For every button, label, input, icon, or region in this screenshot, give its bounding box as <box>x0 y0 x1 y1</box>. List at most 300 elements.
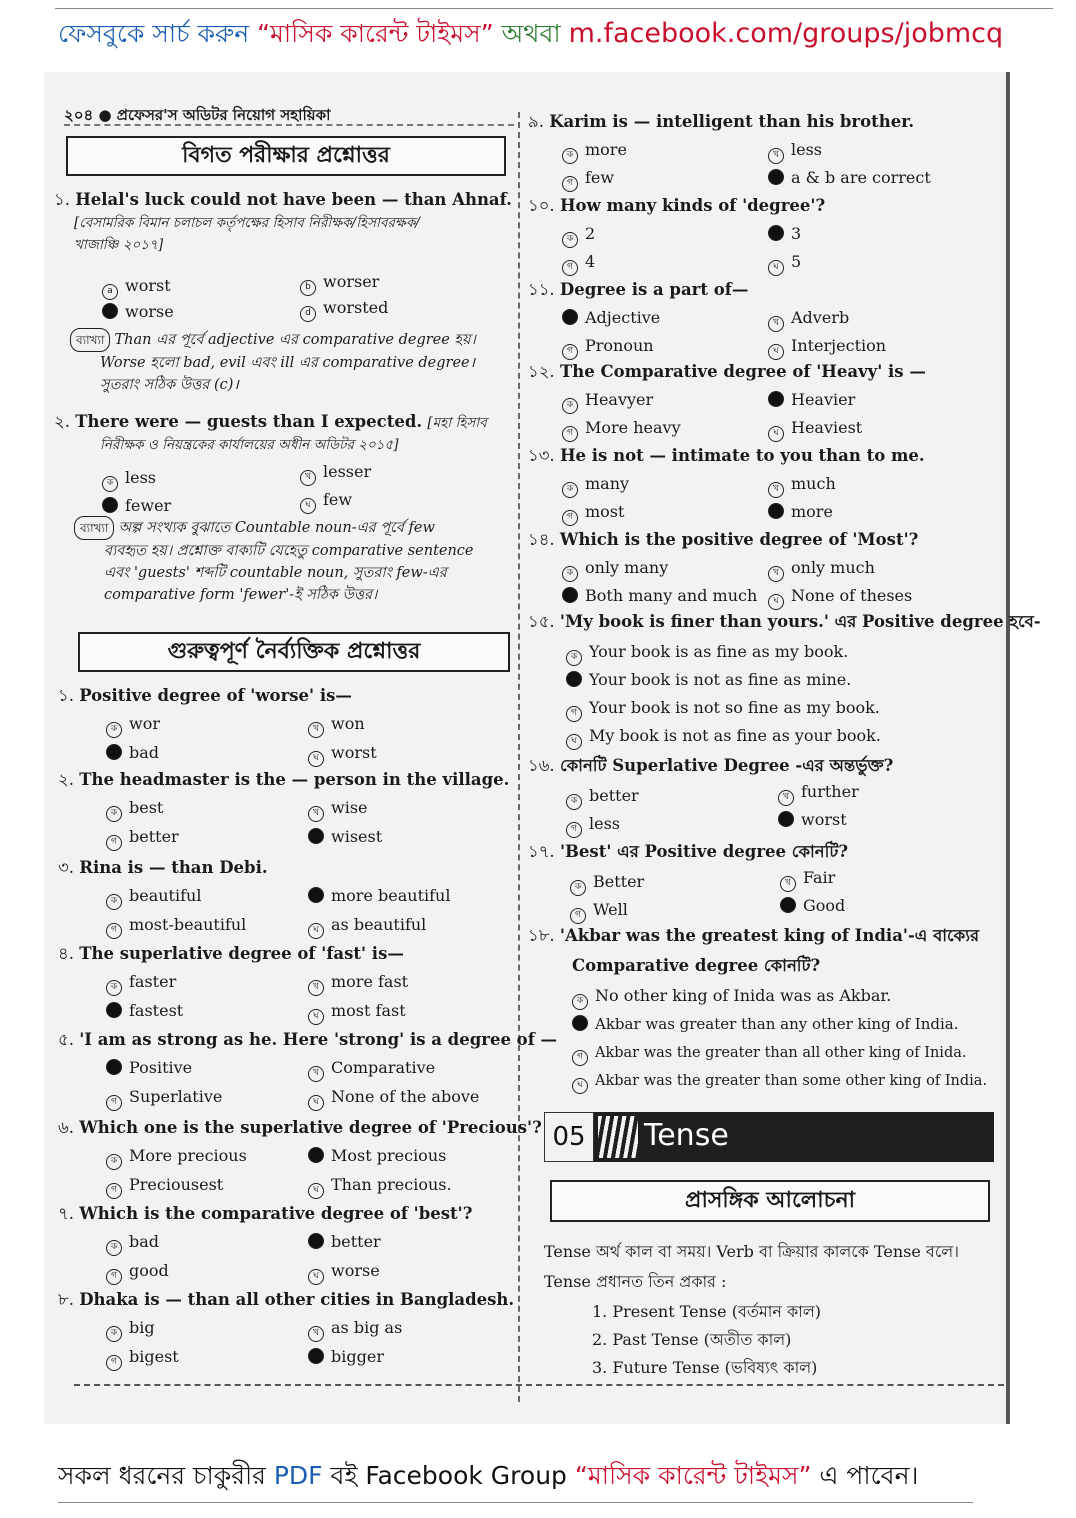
option-text: bigest <box>129 1347 179 1366</box>
option-text: worsted <box>323 298 389 317</box>
question-text: 'My book is finer than yours.' এর Positive degree হবে- <box>559 612 1041 631</box>
option-correct <box>768 390 855 409</box>
question-17 <box>528 842 848 862</box>
option <box>300 490 352 514</box>
option-text: Comparative <box>331 1058 436 1077</box>
option-marker: ঘ <box>308 1269 324 1285</box>
option-text: Your book is as fine as my book. <box>589 642 849 661</box>
option-text: More precious <box>129 1146 247 1165</box>
option-marker: ক <box>572 994 588 1010</box>
option <box>572 1070 987 1094</box>
option-text: more <box>585 140 627 159</box>
option <box>566 726 881 750</box>
option-text: good <box>129 1261 169 1280</box>
explanation-line: সুতরাং সঠিক উত্তর (c)। <box>100 377 239 393</box>
option-text: worse <box>125 302 174 321</box>
question-number: ১৮. <box>528 926 555 945</box>
option-marker: ঘ <box>308 751 324 767</box>
option-text: fewer <box>125 496 172 515</box>
group-name: “মাসিক কারেন্ট টাইমস” <box>574 1461 812 1490</box>
question-text: The superlative degree of 'fast' is— <box>79 944 404 963</box>
question-source: খাজাঞ্চি ২০১৭] <box>74 237 164 253</box>
chapter-title: Tense <box>644 1118 729 1153</box>
question <box>528 362 926 382</box>
option-text: wise <box>331 798 368 817</box>
option <box>106 1318 155 1342</box>
bottom-rule <box>74 1384 1004 1386</box>
option <box>106 886 201 910</box>
option-marker: b <box>300 280 316 296</box>
question-text: 'Akbar was the greatest king of India'-এ বাক্যের <box>559 926 980 945</box>
question-text: He is not — intimate to you than to me. <box>559 446 925 465</box>
option <box>566 642 848 666</box>
option-text: won <box>331 714 365 733</box>
option <box>300 298 388 322</box>
option-correct <box>308 1232 381 1251</box>
option-marker: খ <box>768 316 784 332</box>
option-text: Fair <box>803 868 836 887</box>
question-15 <box>528 612 1041 632</box>
question <box>58 944 404 964</box>
option-text: big <box>129 1318 155 1337</box>
option <box>308 714 365 738</box>
option-text: less <box>589 814 621 833</box>
question-number: ১৪. <box>528 530 555 549</box>
answer-filled-icon <box>308 1147 324 1163</box>
question <box>528 446 925 466</box>
option-text: None of the above <box>331 1087 480 1106</box>
option <box>308 915 426 939</box>
question-text: Which is the comparative degree of 'best'? <box>79 1204 473 1223</box>
top-banner <box>0 0 1076 62</box>
question <box>58 858 268 878</box>
option-text: Interjection <box>791 336 887 355</box>
answer-filled-icon <box>308 1348 324 1364</box>
option-text: bad <box>129 743 160 762</box>
question-18-cont <box>572 956 820 976</box>
answer-filled-icon <box>562 309 578 325</box>
option-marker: ঘ <box>308 1009 324 1025</box>
option-marker: ক <box>562 232 578 248</box>
option-text: lesser <box>323 462 372 481</box>
option-text: Both many and much <box>585 586 758 605</box>
column-divider <box>518 112 520 1402</box>
option-marker: ক <box>562 148 578 164</box>
option-marker: গ <box>562 426 578 442</box>
question <box>528 112 914 132</box>
option <box>570 872 644 896</box>
question-text: Dhaka is — than all other cities in Bangladesh. <box>79 1290 515 1309</box>
option <box>106 1087 222 1111</box>
option-marker: গ <box>106 923 122 939</box>
question-text: Which one is the superlative degree of 'Precious'? <box>79 1118 542 1137</box>
answer-filled-icon <box>106 744 122 760</box>
option <box>106 827 179 851</box>
tense-list-item: 3. Future Tense (ভবিষ্যৎ কাল) <box>592 1358 818 1377</box>
question <box>528 530 918 550</box>
option-text: Akbar was the greater than some other king of India. <box>595 1073 988 1089</box>
answer-filled-icon <box>308 828 324 844</box>
option-text: as big as <box>331 1318 403 1337</box>
option <box>562 336 654 360</box>
option-marker: খ <box>778 790 794 806</box>
option-correct <box>768 224 801 243</box>
question-text: 'Best' এর Positive degree কোনটি? <box>559 842 849 861</box>
question-text: Positive degree of 'worse' is— <box>79 686 352 705</box>
bottom-banner-text <box>58 1456 918 1499</box>
answer-filled-icon <box>778 811 794 827</box>
option-text: less <box>125 468 157 487</box>
bottom-banner-rule <box>58 1502 973 1503</box>
option <box>562 140 627 164</box>
option-marker: গ <box>570 908 586 924</box>
or-text: অথবা <box>501 19 561 48</box>
option <box>300 462 371 486</box>
option <box>562 168 614 192</box>
option-correct <box>768 502 833 521</box>
option-marker: গ <box>562 510 578 526</box>
option-marker: a <box>102 284 118 300</box>
option <box>768 474 836 498</box>
option <box>562 390 653 414</box>
option-text: few <box>323 490 353 509</box>
option <box>768 252 801 276</box>
option-correct <box>102 496 171 515</box>
option-marker: খ <box>300 470 316 486</box>
question-number: ১৩. <box>528 446 555 465</box>
option-text: few <box>585 168 615 187</box>
discussion-line: Tense অর্থ কাল বা সময়। Verb বা ক্রিয়ার কালকে Tense বলে। <box>544 1242 959 1261</box>
option-marker: ঘ <box>768 594 784 610</box>
option-marker: ঘ <box>308 923 324 939</box>
option-marker: খ <box>768 482 784 498</box>
option-text: worser <box>323 272 380 291</box>
answer-filled-icon <box>566 671 582 687</box>
option-marker: ক <box>562 566 578 582</box>
option-correct <box>102 302 174 321</box>
question-text: There were — guests than I expected. <box>75 412 423 431</box>
option <box>562 502 624 526</box>
option-marker: খ <box>308 722 324 738</box>
option <box>308 743 377 767</box>
question-text: The Comparative degree of 'Heavy' is — <box>559 362 926 381</box>
footer-text: বই Facebook Group <box>330 1461 567 1490</box>
header-rule <box>64 124 514 126</box>
option <box>300 272 379 296</box>
question-text: Rina is — than Debi. <box>79 858 268 877</box>
question <box>528 280 748 300</box>
question-2-prev <box>54 412 487 433</box>
footer-text: এ পাবেন। <box>819 1461 919 1490</box>
option <box>308 1261 380 1285</box>
option-marker: খ <box>780 876 796 892</box>
option-marker: ক <box>562 482 578 498</box>
option-marker: ক <box>106 722 122 738</box>
option-text: No other king of Inida was as Akbar. <box>595 986 892 1005</box>
option-correct <box>308 1347 384 1366</box>
answer-filled-icon <box>308 1233 324 1249</box>
option-marker: গ <box>562 176 578 192</box>
answer-filled-icon <box>102 303 118 319</box>
option-marker: গ <box>106 1095 122 1111</box>
option-text: Good <box>803 896 846 915</box>
option <box>308 1318 402 1342</box>
question <box>58 686 352 706</box>
question-number: ২. <box>54 412 70 431</box>
option-correct <box>566 670 851 689</box>
option <box>768 140 822 164</box>
explanation-tag: ব্যাখ্যা <box>70 328 110 352</box>
option <box>562 252 595 276</box>
option <box>106 1261 169 1285</box>
option <box>106 1347 179 1371</box>
option-marker: ক <box>106 894 122 910</box>
option-text: much <box>791 474 836 493</box>
option-text: Akbar was the greater than all other king of Inida. <box>595 1045 967 1061</box>
option <box>572 986 891 1010</box>
question <box>528 196 825 216</box>
option-text: 5 <box>791 252 802 271</box>
question-text: Karim is — intelligent than his brother. <box>549 112 915 131</box>
option-marker: ক <box>106 1240 122 1256</box>
question-number: ১৭. <box>528 842 555 861</box>
question-number: ১৫. <box>528 612 555 631</box>
option <box>106 972 176 996</box>
question-number: ৮. <box>58 1290 74 1309</box>
option-text: Heavier <box>791 390 856 409</box>
option-text: Heavyer <box>585 390 654 409</box>
option-text: Positive <box>129 1058 193 1077</box>
option-marker: ক <box>566 794 582 810</box>
option-text: only many <box>585 558 669 577</box>
chapter-header <box>544 1112 994 1162</box>
option-text: Your book is not so fine as my book. <box>589 698 880 717</box>
option-text: bigger <box>331 1347 384 1366</box>
explanation-1 <box>70 328 516 396</box>
option-text: further <box>801 782 859 801</box>
question-number: ১. <box>58 686 74 705</box>
option-text: worst <box>801 810 847 829</box>
option-text: Heaviest <box>791 418 863 437</box>
question-number: ১৬. <box>528 756 555 775</box>
answer-filled-icon <box>780 897 796 913</box>
option-marker: খ <box>308 1066 324 1082</box>
facebook-link[interactable]: m.facebook.com/groups/jobmcq <box>568 18 1004 49</box>
option-marker: খ <box>308 806 324 822</box>
option-text: worst <box>331 743 377 762</box>
answer-filled-icon <box>572 1015 588 1031</box>
option-text: More heavy <box>585 418 681 437</box>
option <box>106 714 160 738</box>
option-text: Than precious. <box>331 1175 452 1194</box>
top-banner-text <box>58 14 1003 57</box>
question-16 <box>528 756 893 776</box>
option <box>572 1042 966 1066</box>
question <box>58 1030 557 1050</box>
option-marker: গ <box>562 344 578 360</box>
option-marker: গ <box>566 706 582 722</box>
option-correct <box>308 886 450 905</box>
group-name: “মাসিক কারেন্ট টাইমস” <box>257 19 494 48</box>
option-text: better <box>331 1232 381 1251</box>
option-text: fastest <box>129 1001 184 1020</box>
answer-filled-icon <box>102 497 118 513</box>
chapter-number: 05 <box>544 1112 594 1162</box>
top-rule <box>55 8 1053 9</box>
option-text: 4 <box>585 252 596 271</box>
option-text: better <box>589 786 639 805</box>
question-text: How many kinds of 'degree'? <box>559 196 826 215</box>
option-marker: ক <box>562 398 578 414</box>
option <box>768 336 886 360</box>
option <box>308 972 408 996</box>
option-text: Adverb <box>791 308 850 327</box>
option-marker: ঘ <box>768 344 784 360</box>
stripes-decoration-icon <box>598 1116 638 1158</box>
question-number: ১০. <box>528 196 555 215</box>
option <box>106 915 246 939</box>
option-marker: গ <box>562 260 578 276</box>
explanation-line: Worse হলো bad, evil এবং ill এর comparative degree। <box>100 355 476 371</box>
option-text: wisest <box>331 827 383 846</box>
explanation-line: Than এর পূর্বে adjective এর comparative degree হয়। <box>114 332 476 348</box>
option-marker: ক <box>570 880 586 896</box>
option-text: My book is not as fine as your book. <box>589 726 881 745</box>
option-text: 3 <box>791 224 802 243</box>
question-number: ৯. <box>528 112 544 131</box>
option-text: bad <box>129 1232 160 1251</box>
option <box>308 1001 406 1025</box>
question-source: নিরীক্ষক ও নিয়ন্ত্রকের কার্যালয়ের অধীন অডিটর ২০১৫] <box>100 437 399 453</box>
option-marker: ক <box>106 980 122 996</box>
option-marker: ঘ <box>768 260 784 276</box>
option <box>566 698 880 722</box>
option-marker: খ <box>308 1326 324 1342</box>
footer-text: সকল ধরনের চাকুরীর <box>58 1461 266 1490</box>
explanation-tag: ব্যাখ্যা <box>74 516 114 540</box>
option <box>106 1232 159 1256</box>
option-marker: গ <box>106 835 122 851</box>
question-text: Which is the positive degree of 'Most'? <box>559 530 919 549</box>
question-number: ৬. <box>58 1118 74 1137</box>
option-correct <box>780 896 845 915</box>
answer-filled-icon <box>768 503 784 519</box>
section-title-important: গুরুত্বপূর্ণ নৈর্ব্যক্তিক প্রশ্নোত্তর <box>78 632 510 672</box>
option-text: only much <box>791 558 875 577</box>
question-text: Helal's luck could not have been — than Ahnaf. <box>75 190 512 209</box>
answer-filled-icon <box>768 225 784 241</box>
question-number: ৩. <box>58 858 74 877</box>
answer-filled-icon <box>768 169 784 185</box>
section-title-previous-exams: বিগত পরীক্ষার প্রশ্নোত্তর <box>66 136 506 176</box>
option <box>562 224 595 248</box>
question-number: ৪. <box>58 944 74 963</box>
option-text: Adjective <box>585 308 661 327</box>
option-correct <box>562 586 757 605</box>
answer-filled-icon <box>106 1059 122 1075</box>
option-marker: গ <box>572 1050 588 1066</box>
explanation-line: অল্প সংখ্যক বুঝাতে Countable noun-এর পূর্বে few <box>118 520 435 536</box>
question-text: কোনটি Superlative Degree -এর অন্তর্ভুক্ত? <box>559 756 894 775</box>
question-18 <box>528 926 979 946</box>
option <box>768 586 912 610</box>
discussion-line: Tense প্রধানত তিন প্রকার : <box>544 1272 727 1291</box>
option-marker: ক <box>106 1154 122 1170</box>
question-text: Degree is a part of— <box>559 280 749 299</box>
option-marker: ক <box>102 476 118 492</box>
option-marker: ঘ <box>308 1183 324 1199</box>
option-correct <box>308 827 382 846</box>
question-source: [বেসামরিক বিমান চলাচল কর্তৃপক্ষের হিসাব নিরীক্ষক/হিসাবরক্ষক/ <box>74 215 420 231</box>
option-text: Better <box>593 872 645 891</box>
option <box>570 900 628 924</box>
option-text: most <box>585 502 625 521</box>
question-number: ২. <box>58 770 74 789</box>
explanation-line: এবং 'guests' শব্দটি countable noun, সুতরাং few-এর <box>104 565 447 581</box>
question <box>58 1204 472 1224</box>
option <box>308 798 368 822</box>
question-text: 'I am as strong as he. Here 'strong' is a degree of — <box>79 1030 558 1049</box>
option-text: beautiful <box>129 886 202 905</box>
question-1-prev <box>54 190 512 210</box>
option <box>308 1087 479 1111</box>
option-marker: খ <box>768 566 784 582</box>
explanation-2 <box>74 516 514 606</box>
option <box>562 418 681 442</box>
option-correct <box>572 1014 959 1033</box>
option-text: worse <box>331 1261 380 1280</box>
option <box>566 786 639 810</box>
option-text: better <box>129 827 179 846</box>
explanation-line: ব্যবহৃত হয়। প্রশ্নোক্ত বাক্যটি যেহেতু comparative sentence <box>104 543 474 559</box>
question-source: [মহা হিসাব <box>427 415 487 431</box>
answer-filled-icon <box>308 887 324 903</box>
option-marker: ঘ <box>300 498 316 514</box>
question-number: ১২. <box>528 362 555 381</box>
tense-list-item: 2. Past Tense (অতীত কাল) <box>592 1330 792 1349</box>
explanation-line: comparative form 'fewer'-ই সঠিক উত্তর। <box>104 587 378 603</box>
option-marker: ঘ <box>566 734 582 750</box>
option-text: more <box>791 502 833 521</box>
option-text: best <box>129 798 164 817</box>
question-number: ১. <box>54 190 70 209</box>
answer-filled-icon <box>106 1002 122 1018</box>
option <box>780 868 835 892</box>
option-marker: খ <box>308 980 324 996</box>
option-marker: গ <box>106 1183 122 1199</box>
option-text: Your book is not as fine as mine. <box>589 670 852 689</box>
option-correct <box>308 1146 446 1165</box>
option-text: wor <box>129 714 160 733</box>
option-marker: খ <box>768 148 784 164</box>
option-marker: ঘ <box>572 1078 588 1094</box>
question <box>58 1290 514 1310</box>
option-text: as beautiful <box>331 915 427 934</box>
search-prompt: ফেসবুকে সার্চ করুন <box>58 19 250 48</box>
option-correct <box>778 810 847 829</box>
option-marker: ক <box>566 650 582 666</box>
option-marker: d <box>300 306 316 322</box>
option-text: faster <box>129 972 177 991</box>
answer-filled-icon <box>562 587 578 603</box>
pdf-label: PDF <box>273 1461 323 1490</box>
question-text: The headmaster is the — person in the village. <box>79 770 510 789</box>
option-text: more beautiful <box>331 886 451 905</box>
option <box>562 474 629 498</box>
option-text: Pronoun <box>585 336 654 355</box>
option-marker: ক <box>106 1326 122 1342</box>
book-page <box>44 72 1041 1424</box>
